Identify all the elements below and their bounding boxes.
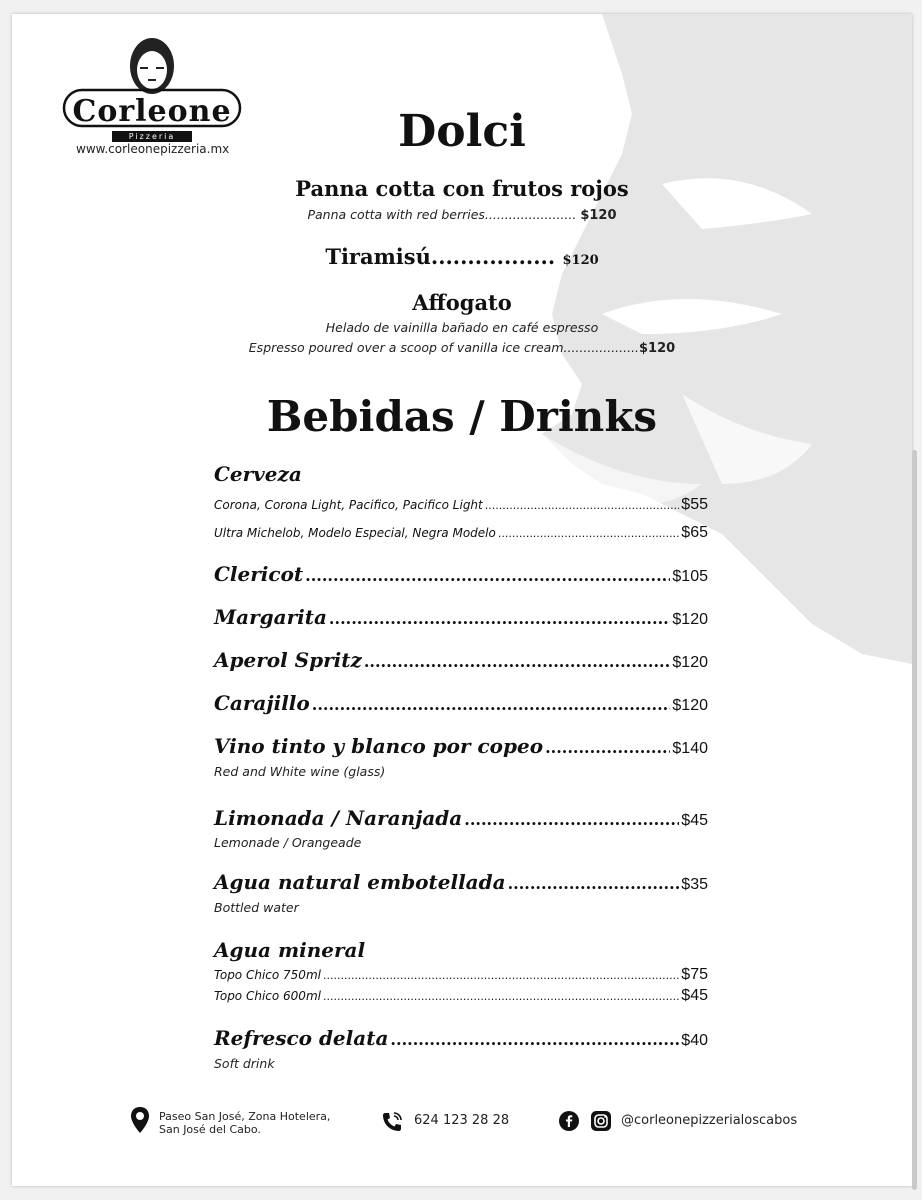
menu-page [12, 14, 912, 1186]
leader-dots [464, 810, 679, 829]
item-price: $140 [672, 740, 708, 757]
scrollbar[interactable] [912, 450, 917, 1190]
item-price: $105 [672, 568, 708, 585]
leader-dots [329, 609, 670, 628]
item-name: Clericot [214, 562, 304, 586]
footer-phone[interactable]: 624 123 28 28 [414, 1113, 510, 1128]
item-name: Topo Chico 600ml [214, 989, 321, 1003]
item-name: Margarita [214, 605, 327, 629]
menu-row-clericot [214, 562, 708, 586]
leader-dots [390, 1030, 679, 1049]
category-agua-mineral: Agua mineral [214, 938, 366, 962]
location-pin-icon [130, 1106, 150, 1136]
tiramisu-item [12, 244, 912, 269]
tiramisu-title: Tiramisú................. [325, 244, 556, 269]
affogato-desc-en-text: Espresso poured over a scoop of vanilla ice cream................... [248, 340, 640, 355]
item-name: Topo Chico 750ml [214, 968, 321, 982]
item-name: Corona, Corona Light, Pacifico, Pacifico Light [214, 498, 483, 512]
item-price: $35 [681, 876, 708, 893]
refresco-subtitle: Soft drink [214, 1056, 275, 1071]
tiramisu-price: $120 [562, 253, 599, 268]
leader-dots [545, 738, 670, 757]
footer-social-handle[interactable]: @corleonepizzerialoscabos [621, 1113, 798, 1128]
item-price: $120 [672, 697, 708, 714]
footer-contact-bar [12, 1102, 912, 1142]
vino-subtitle: Red and White wine (glass) [214, 764, 386, 779]
section-heading-dolci: Dolci [398, 106, 526, 157]
menu-row-refresco [214, 1026, 708, 1050]
leader-dots [305, 566, 670, 585]
section-heading-drinks: Bebidas / Drinks [266, 392, 658, 441]
menu-row-topo-750 [214, 966, 708, 984]
menu-row-limonada [214, 806, 708, 830]
menu-row-agua [214, 870, 708, 894]
panna-cotta-desc [12, 207, 912, 223]
menu-row-beer-1 [214, 496, 708, 514]
category-cerveza: Cerveza [214, 462, 302, 486]
item-name: Limonada / Naranjada [214, 806, 463, 830]
website-link[interactable]: www.corleonepizzeria.mx [76, 142, 230, 156]
item-name: Refresco delata [214, 1026, 389, 1050]
address-line-2: San José del Cabo. [159, 1123, 261, 1136]
limonada-subtitle: Lemonade / Orangeade [214, 835, 362, 850]
instagram-icon[interactable] [591, 1111, 611, 1131]
address-line-1: Paseo San José, Zona Hotelera, [159, 1110, 331, 1123]
item-price: $120 [672, 611, 708, 628]
leader-dots [364, 652, 671, 671]
leader-dots [508, 874, 680, 893]
panna-cotta-price: $120 [580, 208, 617, 223]
affogato-desc-es: Helado de vainilla bañado en café espresso [325, 320, 599, 335]
item-name: Carajillo [214, 691, 310, 715]
item-price: $55 [681, 496, 708, 513]
menu-row-beer-2 [214, 524, 708, 542]
affogato-desc-en [12, 340, 912, 356]
leader-dots [312, 695, 671, 714]
panna-cotta-desc-text: Panna cotta with red berries....................... [307, 207, 577, 222]
logo-subtitle: Pizzeria [112, 131, 192, 142]
item-price: $120 [672, 654, 708, 671]
footer-address [159, 1110, 330, 1136]
leader-dots [323, 969, 679, 982]
agua-subtitle: Bottled water [214, 900, 299, 915]
menu-row-aperol [214, 648, 708, 672]
leader-dots [323, 990, 679, 1003]
item-price: $75 [681, 966, 708, 983]
affogato-title: Affogato [412, 290, 512, 315]
menu-row-carajillo [214, 691, 708, 715]
item-name: Ultra Michelob, Modelo Especial, Negra Modelo [214, 526, 496, 540]
facebook-icon[interactable] [559, 1111, 579, 1131]
phone-icon [380, 1110, 404, 1134]
leader-dots [498, 527, 679, 540]
menu-row-topo-600 [214, 987, 708, 1005]
panna-cotta-title: Panna cotta con frutos rojos [295, 176, 629, 201]
item-name: Vino tinto y blanco por copeo [214, 734, 544, 758]
item-name: Aperol Spritz [214, 648, 362, 672]
menu-row-vino [214, 734, 708, 758]
leader-dots [485, 499, 680, 512]
item-price: $65 [681, 524, 708, 541]
affogato-price: $120 [639, 341, 676, 356]
item-name: Agua natural embotellada [214, 870, 506, 894]
item-price: $40 [681, 1032, 708, 1049]
item-price: $45 [681, 987, 708, 1004]
menu-row-margarita [214, 605, 708, 629]
logo-wordmark: Corleone [72, 94, 232, 129]
item-price: $45 [681, 812, 708, 829]
